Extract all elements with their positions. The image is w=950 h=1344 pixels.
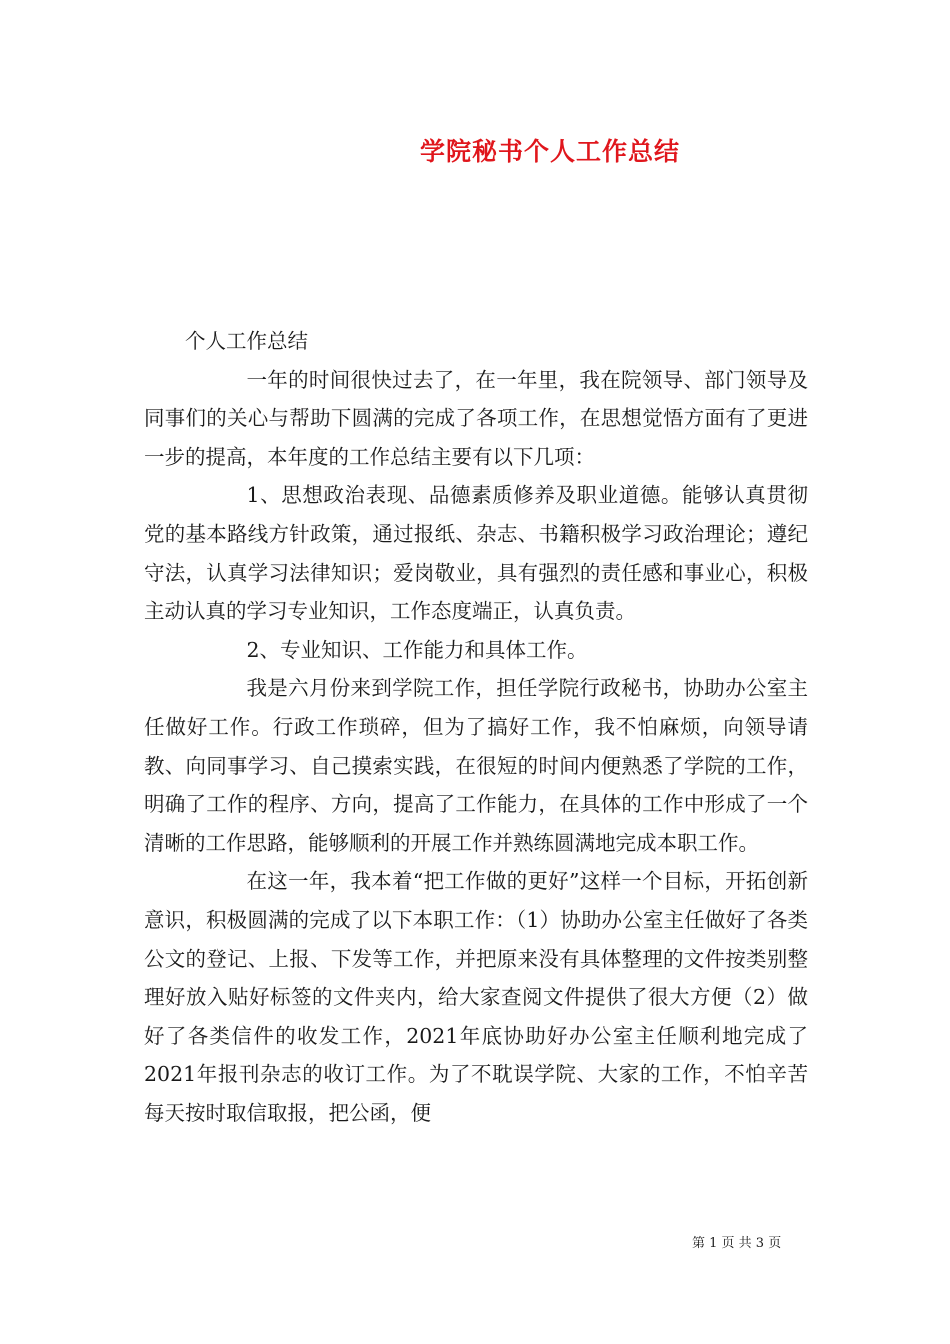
paragraph: 一年的时间很快过去了，在一年里，我在院领导、部门领导及同事们的关心与帮助下圆满的完成了各项工作，在思想觉悟方面有了更进一步的提高，本年度的工作总结主要有以下几项： xyxy=(144,367,808,469)
document-title: 学院秘书个人工作总结 xyxy=(419,137,680,166)
paragraph: 在这一年，我本着“把工作做的更好”这样一个目标，开拓创新意识，积极圆满的完成了以下本职工作：（1）协助办公室主任做好了各类公文的登记、上报、下发等工作，并把原来没有具体整理的文件按类别整理好放入贴好标签的文件夹内，给大家查阅文件提供了很大方便（2）做好了各类信件的收发工作，2021年底协助好办公室主任顺利地完成了2021年报刊杂志的收订工作。为了不耽误学院、大家的工作，不怕辛苦每天按时取信取报，把公函，便 xyxy=(144,869,808,1125)
paragraph: 1、思想政治表现、品德素质修养及职业道德。能够认真贯彻党的基本路线方针政策，通过报纸、杂志、书籍积极学习政治理论；遵纪守法，认真学习法律知识；爱岗敬业，具有强烈的责任感和事业心，积极主动认真的学习专业知识，工作态度端正，认真负责。 xyxy=(144,483,808,624)
document-body xyxy=(144,322,808,1132)
paragraph: 2、专业知识、工作能力和具体工作。 xyxy=(246,637,588,662)
paragraph: 个人工作总结 xyxy=(185,329,308,353)
page-number: 第 1 页 共 3 页 xyxy=(692,1236,782,1251)
paragraph: 我是六月份来到学院工作，担任学院行政秘书，协助办公室主任做好工作。行政工作琐碎，但为了搞好工作，我不怕麻烦，向领导请教、向同事学习、自己摸索实践，在很短的时间内便熟悉了学院的工作，明确了工作的程序、方向，提高了工作能力，在具体的工作中形成了一个清晰的工作思路，能够顺利的开展工作并熟练圆满地完成本职工作。 xyxy=(144,676,808,855)
